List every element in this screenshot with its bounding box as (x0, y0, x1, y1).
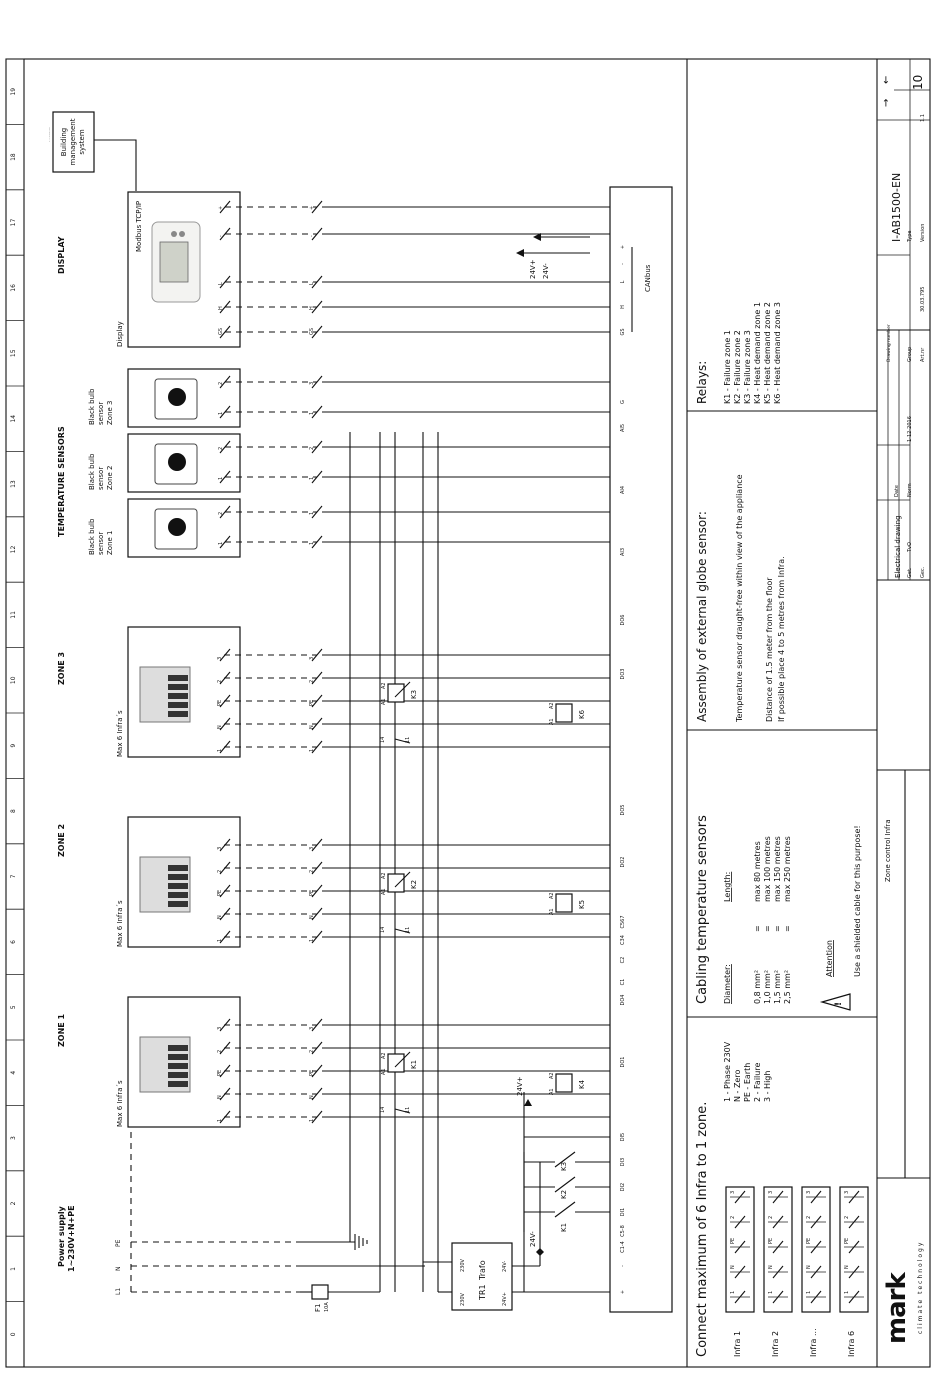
heater-terminal: PE (217, 1069, 223, 1076)
coil-terminal: A2 (381, 1052, 387, 1059)
controller-terminal: + (620, 244, 626, 250)
v-minus-label-b: 24V- (542, 263, 550, 279)
contact-terminal: 14 (380, 926, 386, 933)
zone3-title: ZONE 3 (57, 651, 66, 685)
coil-terminal: A1 (549, 1088, 555, 1095)
infra-terminal: N (806, 1265, 812, 1269)
globe-line-1: Temperature sensor draught-free within view of the appliance (735, 474, 744, 722)
art-nr: 30.03.795 (920, 286, 926, 312)
sensor-terminal: 1 (309, 541, 315, 545)
date-value: 1-12-2016 (907, 416, 913, 442)
relay-item: K4 - Heat demand zone 1 (753, 302, 762, 404)
bms-label: Building management system (50, 126, 51, 142)
cable-length: max 80 metres (753, 841, 762, 902)
grid-number: 2 (10, 1201, 17, 1206)
sensor-label: Zone 2 (106, 465, 114, 490)
relay-coil (388, 684, 404, 702)
controller-terminal: DO3 (620, 668, 626, 680)
contact-k1: K1 (560, 1222, 568, 1232)
controller-terminal: AI4 (620, 485, 626, 495)
display-terminal: H (309, 306, 315, 310)
cable-eq: = (753, 925, 762, 932)
svg-text:!: ! (834, 1001, 844, 1006)
heater-terminal: 2 (309, 679, 315, 683)
checked-label: Gec. (920, 566, 926, 578)
cable-length: max 100 metres (763, 836, 772, 902)
heater-label: Max 6 Infra´s (116, 1080, 124, 1127)
grid-number: 18 (10, 153, 17, 161)
controller-terminal: G (620, 400, 626, 404)
infra-terminal: PE (806, 1237, 812, 1244)
controller-terminal: AI3 (620, 547, 626, 557)
term-pe: PE (115, 1239, 122, 1247)
sensor-label: sensor (97, 531, 105, 555)
heater-label: Max 6 Infra´s (116, 900, 124, 947)
infra-terminal: 2 (844, 1215, 850, 1219)
sensor-label: sensor (97, 466, 105, 490)
zone2-title: ZONE 2 (57, 823, 66, 857)
contact-terminal: 11 (405, 1106, 411, 1113)
fuse-f1 (312, 1285, 328, 1299)
controller-terminal: C567 (620, 915, 626, 929)
heater-terminal: 1 (309, 1118, 315, 1122)
display-terminal: + (309, 205, 315, 210)
fuse-label: F1 (314, 1303, 322, 1312)
heater-terminal: PE (309, 1069, 315, 1076)
controller-terminal: L (620, 280, 626, 284)
heater-terminal: 2 (309, 1049, 315, 1053)
coil-terminal: A2 (381, 872, 387, 879)
infra-terminal: N (844, 1265, 850, 1269)
tr-label: Trafo (478, 1260, 487, 1280)
controller-terminal: C34 (620, 935, 626, 945)
grid-number: 8 (10, 809, 17, 814)
drawer: TvO (907, 542, 913, 552)
sensor-label: Black bulb (88, 518, 96, 555)
norm-label: Norm (907, 483, 913, 497)
sensor-label: Black bulb (88, 388, 96, 425)
heater-terminal: 2 (309, 869, 315, 873)
group-label: Group (907, 346, 913, 362)
display-protocol: Modbus TCP/IP (135, 200, 143, 252)
heater-label: Max 6 Infra´s (116, 710, 124, 757)
attention-text: Use a shielded cable for this purpose! (853, 825, 862, 977)
sensor-label: sensor (97, 401, 105, 425)
cabling-title: Cabling temperature sensors (695, 815, 710, 1004)
relay-coil (388, 874, 404, 892)
heater-terminal: 3 (309, 656, 315, 660)
cable-diameter: 1,5 mm² (773, 969, 782, 1004)
heater-terminal: 2 (217, 869, 223, 873)
grid-number: 6 (10, 939, 17, 944)
heater-terminal: N (217, 1095, 223, 1099)
controller-terminal: DO2 (620, 856, 626, 868)
controller-terminal: DO6 (620, 614, 626, 626)
display-terminal: - (218, 235, 224, 237)
globe-line-2: Distance of 1.5 meter from the floor (765, 577, 774, 722)
legend-item: PE - Earth (743, 1062, 752, 1102)
canbus-label: CANbus (644, 264, 652, 292)
grid-number: 14 (10, 414, 17, 423)
coil-terminal: A1 (381, 888, 387, 895)
heater-terminal: N (217, 915, 223, 919)
relay-coil (556, 1074, 572, 1092)
display-label: Display (116, 321, 124, 347)
relay-coil (388, 1054, 404, 1072)
cable-length: max 150 metres (773, 836, 782, 902)
infra-terminal: 1 (844, 1290, 850, 1294)
controller-terminal: - (620, 263, 626, 265)
heater-terminal: 3 (217, 846, 223, 850)
length-header: Length: (723, 871, 732, 902)
infra-terminal: PE (730, 1237, 736, 1244)
coil-terminal: A2 (549, 702, 555, 709)
heater-terminal: 1 (309, 748, 315, 752)
heater-terminal: N (309, 1095, 315, 1099)
infra-unit-label: Infra 1 (733, 1330, 742, 1357)
cable-eq: = (773, 925, 782, 932)
infra-terminal: 3 (844, 1190, 850, 1194)
infra-terminal: 3 (806, 1190, 812, 1194)
sensor-terminal: 1 (309, 476, 315, 480)
infra-terminal: 3 (768, 1190, 774, 1194)
display-terminal: H (218, 306, 224, 310)
legend-item: 3 - High (763, 1070, 772, 1102)
tr-primary-1: 230V (460, 1293, 466, 1306)
infra-terminal: N (730, 1265, 736, 1269)
contact-terminal: 14 (380, 1106, 386, 1113)
sensor-terminal: 3 (309, 381, 315, 385)
art-label: Art.nr (920, 347, 926, 362)
coil-terminal: A1 (381, 1068, 387, 1075)
drawing-number-label: Drawing number (887, 324, 892, 362)
display-terminal: + (218, 205, 224, 210)
heater-terminal: 3 (217, 1026, 223, 1030)
controller-terminal: H (620, 305, 626, 309)
tr-secondary-2: 24V- (502, 1260, 508, 1272)
drawing-type: Electrical drawing (894, 515, 902, 578)
controller-terminal: GS (620, 328, 626, 336)
grid-number: 13 (10, 480, 17, 488)
legend-item: 2 - Failure (753, 1062, 762, 1102)
relay-coil-label: K2 (410, 879, 418, 889)
infra-terminal: 2 (768, 1215, 774, 1219)
bms-line3: system (78, 129, 86, 155)
contact-terminal: 11 (405, 736, 411, 743)
controller-terminal: C2 (620, 956, 626, 964)
cable-length: max 250 metres (783, 836, 792, 902)
power-supply-spec: 1~230V+N+PE (67, 1205, 76, 1272)
display-terminal: - (309, 235, 315, 237)
heater-terminal: 2 (217, 679, 223, 683)
controller-terminal: C5-8 (620, 1225, 626, 1237)
sensor-terminal: 2 (218, 446, 224, 450)
cable-diameter: 0,8 mm² (753, 969, 762, 1004)
coil-terminal: A1 (381, 698, 387, 705)
infra-terminal: 3 (730, 1190, 736, 1194)
logo-mark: mark (882, 1273, 912, 1344)
power-supply-title: Power supply (57, 1206, 66, 1267)
display-terminal: L (309, 282, 315, 285)
grid-number: 9 (10, 743, 17, 748)
arrow-back-icon: → (881, 98, 892, 107)
zone1-title: ZONE 1 (57, 1013, 66, 1047)
arrow-forward-icon: ← (881, 75, 892, 84)
heater-terminal: PE (309, 889, 315, 896)
coil-terminal: A2 (549, 1072, 555, 1079)
grid-number: 4 (10, 1070, 17, 1075)
relay-item: K1 - Failure zone 1 (723, 330, 732, 404)
sensor-terminal: 1 (218, 476, 224, 480)
coil-terminal: A2 (381, 682, 387, 689)
drawing-number: I-AB1500-EN (890, 172, 903, 242)
infra-unit-label: Infra 2 (771, 1330, 780, 1357)
relay-coil (556, 704, 572, 722)
heater-terminal: 3 (309, 846, 315, 850)
grid-number: 3 (10, 1136, 17, 1141)
sensor-terminal: 2 (309, 446, 315, 450)
relay-coil-label: K4 (578, 1079, 586, 1089)
grid-number: 17 (10, 218, 17, 227)
infra-terminal: 2 (730, 1215, 736, 1219)
fuse-rating: 10A (324, 1302, 330, 1312)
grid-number: 12 (10, 545, 17, 554)
cable-diameter: 1,0 mm² (763, 969, 772, 1004)
display-terminal: L (218, 282, 224, 285)
infra-terminal: N (768, 1265, 774, 1269)
grid-number: 5 (10, 1005, 17, 1010)
controller-terminal: DO1 (620, 1056, 626, 1068)
heater-terminal: 1 (217, 748, 223, 752)
relay-item: K5 - Heat demand zone 2 (763, 302, 772, 404)
heater-terminal: 1 (217, 1118, 223, 1122)
v-plus-label-a: 24V+ (516, 1076, 524, 1096)
grid-number: 7 (10, 874, 17, 879)
relay-coil-label: K1 (410, 1059, 418, 1069)
connect-title: Connect maximum of 6 Infra to 1 zone. (695, 1101, 710, 1357)
attention-label: Attention (825, 940, 834, 977)
temperature-sensors-title: TEMPERATURE SENSORS (57, 426, 66, 537)
controller-terminal: C1-4 (620, 1241, 626, 1253)
relays-title: Relays: (695, 360, 709, 404)
contact-terminal: 11 (405, 926, 411, 933)
infra-unit-label: Infra ... (809, 1328, 818, 1357)
controller-terminal: DI1 (620, 1207, 626, 1217)
tr-primary-2: 230V (460, 1259, 466, 1272)
controller-terminal: DO5 (620, 804, 626, 816)
relay-item: K6 - Heat demand zone 3 (773, 302, 782, 404)
sensor-terminal: 2 (218, 511, 224, 515)
date-label: Date (894, 485, 900, 497)
controller-terminal: DI3 (620, 1157, 626, 1167)
grid-number: 15 (10, 349, 17, 358)
controller-terminal: AI5 (620, 423, 626, 433)
sensor-label: Zone 3 (106, 400, 114, 425)
grid-number: 1 (10, 1266, 17, 1271)
heater-terminal: N (217, 725, 223, 729)
contact-k2: K2 (560, 1189, 568, 1199)
relay-coil (556, 894, 572, 912)
controller-terminal: DO4 (620, 994, 626, 1006)
sensor-label: Black bulb (88, 453, 96, 490)
v-plus-label-b: 24V+ (529, 259, 537, 279)
relay-item: K2 - Failure zone 2 (733, 330, 742, 404)
grid-number: 0 (10, 1332, 17, 1337)
version: 1.1 (920, 114, 926, 122)
coil-terminal: A1 (549, 908, 555, 915)
sensor-terminal: 1 (309, 511, 315, 515)
heater-terminal: N (309, 915, 315, 919)
sensor-terminal: 1 (218, 541, 224, 545)
display-title: DISPLAY (57, 236, 66, 274)
v-minus-label-a: 24V- (529, 1231, 537, 1247)
term-l1: L1 (115, 1287, 122, 1295)
relay-item: K3 - Failure zone 3 (743, 330, 752, 404)
infra-terminal: PE (768, 1237, 774, 1244)
heater-terminal: 3 (309, 1026, 315, 1030)
grid-number: 19 (10, 87, 17, 96)
contact-k3: K3 (560, 1161, 568, 1171)
cable-diameter: 2,5 mm² (783, 969, 792, 1004)
tr-secondary-1: 24V+ (502, 1292, 508, 1306)
tr-name: TR1 (478, 1284, 487, 1300)
infra-terminal: 2 (806, 1215, 812, 1219)
relay-coil-label: K5 (578, 899, 586, 909)
sensor-terminal: 1 (309, 411, 315, 415)
display-terminal: GS (309, 327, 315, 335)
infra-terminal: 1 (768, 1290, 774, 1294)
heater-terminal: 3 (217, 656, 223, 660)
subject: Zone control Infra (884, 819, 892, 882)
bms-line1: Building (60, 127, 68, 157)
display-terminal: GS (218, 327, 224, 335)
diameter-header: Diameter: (723, 964, 732, 1004)
term-n: N (115, 1266, 122, 1271)
coil-terminal: A1 (549, 718, 555, 725)
globe-title: Assembly of external globe sensor: (695, 511, 709, 722)
version-label: Version (920, 223, 926, 242)
contact-terminal: 14 (380, 736, 386, 743)
controller-terminal: DI5 (620, 1132, 626, 1142)
relay-coil-label: K6 (578, 709, 586, 719)
legend-item: N - Zero (733, 1069, 742, 1102)
controller-terminal: - (620, 1265, 626, 1267)
globe-line-3: If possible place 4 to 5 metres from Infra. (777, 556, 786, 722)
infra-terminal: 1 (806, 1290, 812, 1294)
heater-terminal: PE (309, 699, 315, 706)
grid-number: 16 (10, 284, 17, 292)
heater-terminal: N (309, 725, 315, 729)
controller-box (610, 187, 672, 1312)
logo-tagline: climate technology (917, 1240, 924, 1334)
infra-unit-label: Infra 6 (847, 1330, 856, 1357)
relay-coil-label: K3 (410, 689, 418, 699)
heater-terminal: PE (217, 699, 223, 706)
heater-terminal: 1 (217, 938, 223, 942)
sheet-number: 10 (911, 74, 925, 90)
heater-terminal: 2 (217, 1049, 223, 1053)
cable-eq: = (763, 925, 772, 932)
sensor-terminal: 1 (218, 411, 224, 415)
grid-number: 11 (10, 611, 17, 619)
controller-terminal: + (620, 1289, 626, 1295)
bms-line2: management (69, 118, 77, 166)
infra-terminal: PE (844, 1237, 850, 1244)
coil-terminal: A2 (549, 892, 555, 899)
sensor-label: Zone 1 (106, 530, 114, 555)
heater-terminal: PE (217, 889, 223, 896)
controller-terminal: DI2 (620, 1182, 626, 1192)
legend-item: 1 - Phase 230V (723, 1041, 732, 1102)
type-label: Type (907, 230, 913, 242)
drawn-label: Get. (907, 567, 913, 578)
controller-terminal: C1 (620, 978, 626, 986)
heater-terminal: 1 (309, 938, 315, 942)
infra-terminal: 1 (730, 1290, 736, 1294)
grid-number: 10 (10, 676, 17, 685)
sensor-terminal: 2 (218, 381, 224, 385)
cable-eq: = (783, 925, 792, 932)
